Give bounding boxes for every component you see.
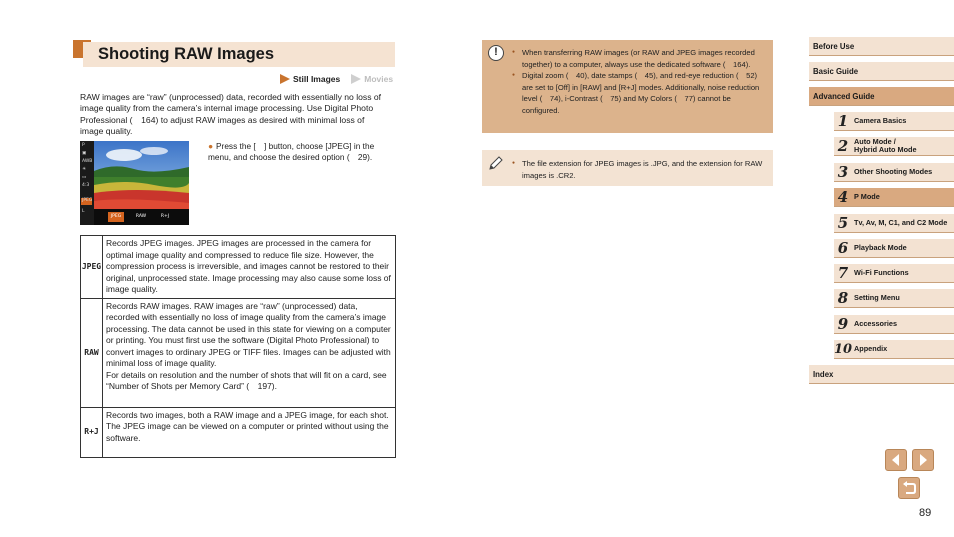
flower-field-photo	[94, 141, 189, 209]
chapter-label-line: Hybrid Auto Mode	[854, 145, 917, 154]
sidebar-chapter-6[interactable]	[834, 239, 954, 258]
intro-paragraph: RAW images are “raw” (unprocessed) data, recorded with essentially no loss of image quality from the camera’s internal image processing. Use Digital Photo Professional ( 164) to adjust RAW images as desired with minimal loss of image quality.	[80, 92, 382, 137]
chapter-label: Wi-Fi Functions	[854, 267, 909, 277]
chapter-label: Accessories	[854, 318, 898, 328]
jpeg-icon: JPEG	[81, 236, 103, 299]
chapter-label: Playback Mode	[854, 242, 907, 252]
sidebar-chapter-3[interactable]	[834, 163, 954, 182]
sidebar-item-before-use[interactable]: Before Use	[809, 37, 954, 56]
caution-icon: !	[488, 45, 504, 61]
pencil-icon	[487, 154, 505, 172]
step-text: Press the [ ] button, choose [JPEG] in the menu, and choose the desired option ( 29).	[208, 141, 375, 163]
chapter-label: Appendix	[854, 343, 888, 353]
chapter-number: 6	[837, 239, 849, 257]
table-cell-text: For details on resolution and the number of shots that will fit on a card, see “Number of Shots per Memory Card” ( 197).	[106, 369, 387, 391]
list-item: ● Digital zoom ( 40), date stamps ( 45), and red-eye reduction ( 52) are set to [Off] in [RAW] and [R+J] modes. Additionally, noise reduction level ( 74), i-Contrast ( 75) and My Colors ( 77) cannot be configured.	[512, 70, 768, 116]
table-row	[81, 407, 396, 457]
sidebar-chapter-9[interactable]	[834, 315, 954, 334]
chapter-number: 4	[837, 188, 849, 206]
image-quality-table	[80, 235, 396, 458]
page-number: 89	[919, 507, 932, 519]
tip-list	[512, 158, 768, 181]
camera-menu-sidebar	[80, 141, 94, 225]
chapter-label: Camera Basics	[854, 115, 907, 125]
sidebar-item-advanced-guide[interactable]: Advanced Guide	[809, 87, 954, 106]
cam-side-label: ▣	[82, 151, 87, 156]
arrow-right-icon	[913, 450, 933, 470]
cam-option-jpeg: JPEG	[108, 212, 124, 222]
table-cell: Records JPEG images. JPEG images are processed in the camera for optimal image quality and compressed to reduce file size. However, the compression process is irreversible, and images cannot be restored to their original, unprocessed state. Image processing may also cause some loss of image quality.	[103, 236, 396, 299]
cam-side-label: P	[82, 143, 85, 148]
prev-page-button[interactable]	[885, 449, 907, 471]
caution-list	[512, 47, 768, 117]
chapter-label: Tv, Av, M, C1, and C2 Mode	[854, 217, 948, 227]
return-arrow-icon	[899, 478, 919, 498]
still-images-marker-icon	[280, 74, 290, 84]
sidebar-chapter-7[interactable]	[834, 264, 954, 283]
table-cell-text: Records two images, both a RAW image and a JPEG image, for each shot.	[106, 409, 389, 420]
chapter-label: P Mode	[854, 191, 880, 201]
chapter-label	[852, 138, 917, 155]
raw-icon: RAW	[81, 298, 103, 407]
camera-option-strip	[94, 209, 189, 225]
chapter-label-line: Auto Mode /	[854, 136, 896, 146]
chapter-number: 9	[837, 315, 849, 333]
arrow-left-icon	[886, 450, 906, 470]
next-page-button[interactable]	[912, 449, 934, 471]
chapter-number: 7	[837, 264, 849, 282]
sidebar-item-index[interactable]: Index	[809, 365, 954, 384]
sidebar-chapter-1[interactable]	[834, 112, 954, 131]
chapter-number: 2	[837, 137, 849, 155]
chapter-number: 3	[837, 163, 849, 181]
cam-side-label: ▭	[82, 175, 87, 180]
sidebar-chapter-8[interactable]	[834, 289, 954, 308]
table-cell-text: Records RAW images. RAW images are “raw” (unprocessed) data, recorded with essentially no loss of image quality from the camera’s image processing. The data cannot be used in this state for viewing on a computer or printing. You must first use the software (Digital Photo Professional) to convert images to ordinary JPEG or TIFF files. Images can be adjusted with minimal loss of image quality.	[106, 300, 391, 368]
sidebar-chapter-2[interactable]	[834, 137, 954, 156]
sidebar-chapter-4[interactable]	[834, 188, 954, 207]
cam-side-label: L	[82, 209, 85, 214]
mode-still-images: Still Images	[293, 74, 341, 84]
table-cell-text: The JPEG image can be viewed on a computer or printed without using the software.	[106, 421, 389, 443]
mode-movies: Movies	[364, 74, 394, 84]
chapter-number: 1	[837, 112, 849, 130]
table-cell	[103, 298, 396, 407]
chapter-number: 8	[837, 289, 849, 307]
chapter-label: Setting Menu	[854, 292, 900, 302]
cam-side-label: JPEG	[82, 198, 93, 203]
cam-option-raw-jpeg: R+J	[160, 214, 170, 219]
mode-indicator	[280, 74, 393, 84]
cam-option-raw: RAW	[135, 214, 147, 219]
step-instruction	[208, 141, 388, 164]
camera-screen-image	[80, 141, 189, 225]
cam-side-label: ☀	[82, 167, 87, 172]
chapter-number: 5	[837, 214, 849, 232]
sidebar-chapter-10[interactable]	[834, 340, 954, 359]
return-button[interactable]	[898, 477, 920, 499]
sidebar-item-basic-guide[interactable]: Basic Guide	[809, 62, 954, 81]
cam-side-label: AWB	[82, 159, 93, 164]
sidebar-chapter-5[interactable]	[834, 214, 954, 233]
list-item: ● When transferring RAW images (or RAW and JPEG images recorded together) to a computer, always use the dedicated software ( 164).	[512, 47, 768, 70]
chapter-number: 10	[834, 341, 853, 357]
page-title: Shooting RAW Images	[98, 45, 275, 63]
raw-jpeg-icon: R+J	[81, 407, 103, 457]
chapter-label: Other Shooting Modes	[854, 166, 933, 176]
table-row	[81, 298, 396, 407]
table-row	[81, 236, 396, 299]
cam-side-label: 4:3	[82, 183, 90, 188]
list-item: ● The file extension for JPEG images is .JPG, and the extension for RAW images is .CR2.	[512, 158, 768, 181]
bullet-dot-icon: ●	[208, 141, 214, 151]
table-cell	[103, 407, 396, 457]
movies-marker-icon	[351, 74, 361, 84]
